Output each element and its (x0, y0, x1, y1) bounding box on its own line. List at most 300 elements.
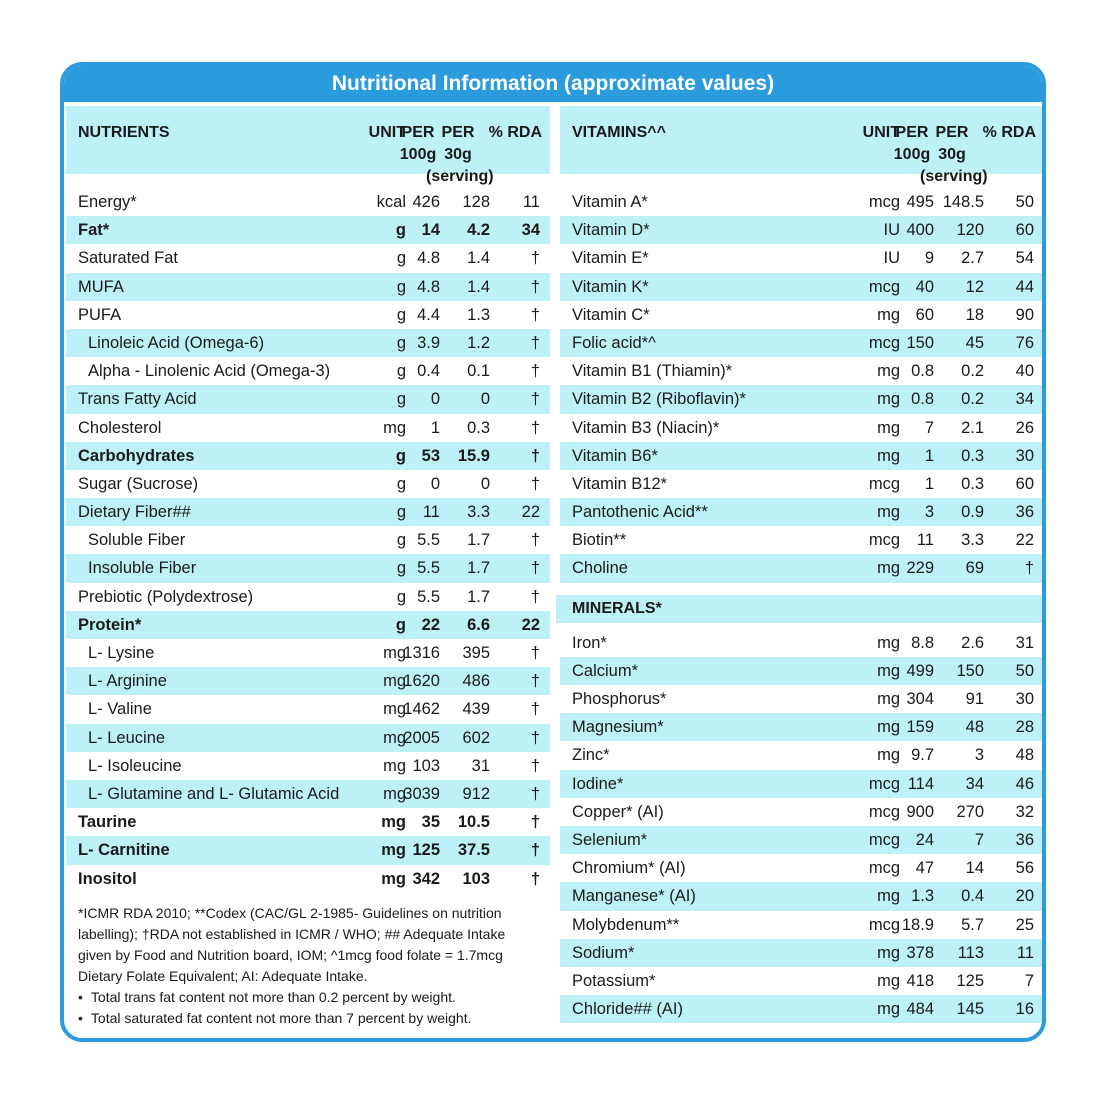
nutrients-table (66, 188, 550, 893)
row-rda: 50 (1015, 193, 1034, 211)
table-row (66, 329, 550, 357)
row-rda: † (530, 813, 540, 832)
row-unit: mg (383, 418, 406, 437)
table-row (66, 583, 550, 611)
row-per30: 103 (462, 869, 490, 888)
row-per30: 91 (965, 690, 984, 708)
row-per30: 439 (462, 700, 490, 719)
row-unit: mcg (868, 193, 900, 211)
row-per30: 1.2 (467, 333, 490, 352)
row-rda: 22 (1015, 531, 1034, 550)
row-name: Pantothenic Acid** (572, 503, 708, 522)
row-rda: 50 (1015, 661, 1034, 680)
row-unit: g (395, 446, 406, 465)
row-unit: g (396, 503, 406, 522)
table-row (66, 414, 550, 442)
row-per100: 484 (906, 1000, 934, 1019)
row-per100: 2005 (403, 728, 440, 747)
row-unit: mg (383, 672, 406, 691)
row-name: Cholesterol (78, 418, 162, 437)
row-name: Choline (572, 559, 628, 578)
row-per30: 0.9 (961, 503, 984, 522)
row-unit: g (396, 249, 406, 268)
row-name: Linoleic Acid (Omega-6) (88, 333, 265, 352)
row-name: Sodium* (572, 943, 635, 962)
row-rda: † (530, 841, 540, 860)
row-rda: 16 (1015, 1000, 1034, 1019)
row-per100: 11 (422, 503, 440, 522)
row-per30: 1.4 (467, 277, 490, 296)
table-row (66, 470, 550, 498)
table-row (66, 667, 550, 695)
row-unit: mg (877, 418, 900, 437)
row-per100: 150 (906, 333, 934, 352)
row-rda: † (530, 672, 540, 691)
row-name: PUFA (78, 305, 122, 324)
row-name: Iodine* (572, 774, 624, 793)
row-per100: 1 (924, 446, 934, 465)
row-rda: † (530, 700, 540, 719)
row-per30: 0.4 (961, 887, 984, 906)
row-unit: mg (381, 813, 406, 832)
row-rda: 11 (1016, 943, 1034, 962)
row-unit: mg (381, 841, 406, 860)
row-per100: 0.4 (417, 362, 440, 381)
row-per100: 1462 (403, 700, 440, 719)
row-unit: mg (877, 661, 900, 680)
table-row (66, 357, 550, 385)
row-unit: mg (877, 1000, 900, 1019)
row-name: MUFA (78, 277, 124, 296)
row-rda: 28 (1015, 718, 1034, 737)
row-name: Vitamin D* (572, 221, 650, 240)
row-rda: 22 (521, 615, 540, 634)
row-rda: 60 (1015, 474, 1034, 493)
footnote-bullet-1: • Total trans fat content not more than 0.2 percent by weight. (78, 987, 538, 1008)
row-per30: 6.6 (467, 615, 490, 634)
row-unit: g (396, 390, 406, 409)
table-row (560, 882, 1044, 910)
row-unit: mg (877, 633, 900, 652)
row-name: Saturated Fat (78, 249, 178, 268)
row-unit: mcg (868, 774, 900, 793)
row-unit: mg (877, 746, 900, 765)
row-per100: 35 (421, 813, 440, 832)
row-per100: 114 (907, 774, 934, 793)
table-row (560, 741, 1044, 769)
row-unit: g (396, 333, 406, 352)
row-name: Energy* (78, 193, 137, 211)
row-name: Inositol (78, 869, 137, 888)
row-unit: mcg (868, 802, 900, 821)
row-per100: 9.7 (911, 746, 934, 765)
row-per30: 2.7 (961, 249, 984, 268)
row-per30: 2.6 (961, 633, 984, 652)
row-per30: 1.7 (467, 559, 490, 578)
row-name: L- Carnitine (78, 841, 170, 860)
row-per100: 24 (915, 830, 934, 849)
table-row (560, 657, 1044, 685)
row-rda: 36 (1015, 830, 1034, 849)
nutrients-column (66, 106, 550, 1029)
table-row (66, 554, 550, 582)
table-row (560, 414, 1044, 442)
row-per30: 395 (462, 644, 490, 662)
table-row (560, 995, 1044, 1023)
row-unit: mg (877, 503, 900, 522)
row-rda: 20 (1015, 887, 1034, 906)
header-minerals: MINERALS* (572, 599, 662, 617)
table-row (560, 798, 1044, 826)
row-unit: g (396, 559, 406, 578)
row-name: Chromium* (AI) (572, 859, 686, 878)
header-per100: PER 100g (399, 124, 437, 163)
row-rda: 44 (1015, 277, 1034, 296)
row-per100: 47 (915, 859, 934, 878)
row-per100: 3.9 (417, 333, 440, 352)
row-per30: 1.4 (467, 249, 490, 268)
row-per30: 120 (956, 221, 984, 240)
row-unit: mg (381, 869, 406, 888)
row-per100: 4.8 (417, 277, 440, 296)
row-per30: 1.3 (467, 305, 490, 324)
row-per30: 45 (965, 333, 984, 352)
row-per100: 3 (924, 503, 934, 522)
header-per100: PER 100g (893, 124, 931, 163)
row-per30: 1.7 (467, 531, 490, 550)
row-rda: † (530, 784, 540, 803)
row-per30: 18 (965, 305, 984, 324)
row-unit: mg (383, 700, 406, 719)
row-name: Vitamin A* (572, 193, 648, 211)
row-unit: mg (877, 559, 900, 578)
table-row (560, 967, 1044, 995)
row-rda: 90 (1015, 305, 1034, 324)
row-unit: mg (383, 644, 406, 662)
table-row (66, 639, 550, 667)
row-unit: mcg (868, 333, 900, 352)
row-rda: 54 (1015, 249, 1034, 268)
minerals-header (556, 595, 1044, 623)
row-unit: mcg (868, 830, 900, 849)
row-rda: 11 (522, 193, 540, 211)
row-unit: g (395, 221, 406, 240)
table-row (66, 442, 550, 470)
row-per100: 418 (906, 971, 934, 990)
row-per30: 14 (965, 859, 984, 878)
row-per30: 0.3 (961, 474, 984, 493)
row-unit: mg (877, 943, 900, 962)
row-rda: 76 (1015, 333, 1034, 352)
row-name: Vitamin E* (572, 249, 649, 268)
row-per30: 2.1 (961, 418, 984, 437)
table-row (560, 244, 1044, 272)
row-per100: 0 (430, 474, 440, 493)
row-name: Sugar (Sucrose) (78, 474, 199, 493)
row-rda: 34 (521, 221, 540, 240)
row-per100: 1 (924, 474, 934, 493)
row-per30: 270 (956, 802, 984, 821)
row-per100: 53 (421, 446, 440, 465)
row-rda: 56 (1015, 859, 1034, 878)
header-rda: % RDA (488, 124, 542, 141)
row-name: L- Lysine (88, 644, 155, 662)
row-per30: 37.5 (457, 841, 490, 860)
row-per100: 22 (421, 615, 440, 634)
footnotes (66, 893, 550, 1029)
table-row (66, 695, 550, 723)
row-rda: † (530, 728, 540, 747)
table-row (66, 752, 550, 780)
row-rda: 46 (1015, 774, 1034, 793)
row-name: L- Arginine (88, 672, 167, 691)
row-per30: 0.3 (961, 446, 984, 465)
row-name: Zinc* (572, 746, 610, 765)
row-rda: 25 (1015, 915, 1034, 934)
row-per100: 5.5 (417, 587, 440, 606)
header-per30: PER 30g (serving) (426, 124, 494, 185)
row-per100: 0.8 (911, 390, 934, 409)
row-rda: † (530, 644, 540, 662)
minerals-table (560, 629, 1044, 1024)
row-name: Vitamin C* (572, 305, 650, 324)
row-name: Manganese* (AI) (572, 887, 696, 906)
nutrients-header (66, 106, 550, 185)
row-name: Trans Fatty Acid (78, 390, 197, 409)
row-rda: 40 (1015, 362, 1034, 381)
row-per30: 7 (974, 830, 984, 849)
table-row (560, 385, 1044, 413)
row-per100: 426 (412, 193, 440, 211)
table-row (66, 273, 550, 301)
table-row (560, 713, 1044, 741)
row-unit: kcal (376, 193, 406, 211)
row-name: Iron* (572, 633, 607, 652)
row-per30: 34 (965, 774, 984, 793)
header-rda: % RDA (982, 124, 1036, 141)
row-unit: g (396, 587, 406, 606)
table-row (560, 939, 1044, 967)
row-rda: † (530, 249, 540, 268)
table-row (66, 724, 550, 752)
row-unit: mg (383, 728, 406, 747)
row-per30: 145 (956, 1000, 984, 1019)
row-per100: 159 (906, 718, 934, 737)
row-per100: 103 (412, 756, 440, 775)
row-rda: 34 (1015, 390, 1034, 409)
row-name: Chloride## (AI) (572, 1000, 683, 1019)
table-row (66, 301, 550, 329)
table-row (66, 808, 550, 836)
row-name: Folic acid*^ (572, 333, 656, 352)
row-unit: mg (877, 887, 900, 906)
row-per30: 3 (974, 746, 984, 765)
row-per100: 0 (430, 390, 440, 409)
row-name: Alpha - Linolenic Acid (Omega-3) (88, 362, 331, 381)
row-unit: mg (383, 756, 406, 775)
row-per30: 69 (965, 559, 984, 578)
row-name: Taurine (78, 813, 137, 832)
row-unit: mg (383, 784, 406, 803)
row-rda: † (530, 418, 540, 437)
row-rda: † (530, 531, 540, 550)
table-row (66, 836, 550, 864)
row-per100: 0.8 (911, 362, 934, 381)
row-per30: 128 (462, 193, 490, 211)
row-name: L- Valine (88, 700, 152, 719)
table-row (560, 854, 1044, 882)
row-per30: 12 (965, 277, 984, 296)
nutrition-panel (60, 62, 1046, 1042)
table-row (560, 554, 1044, 582)
row-per30: 0 (480, 390, 490, 409)
row-per100: 4.4 (417, 305, 440, 324)
row-rda: 32 (1015, 802, 1034, 821)
row-name: Phosphorus* (572, 690, 667, 708)
row-rda: † (530, 390, 540, 409)
row-per30: 0.3 (467, 418, 490, 437)
row-name: Carbohydrates (78, 446, 195, 465)
row-unit: mcg (868, 531, 900, 550)
row-per30: 4.2 (467, 221, 490, 240)
row-per100: 499 (906, 661, 934, 680)
row-per100: 9 (924, 249, 934, 268)
row-name: Vitamin B2 (Riboflavin)* (572, 390, 746, 409)
row-per30: 48 (965, 718, 984, 737)
vitamins-table (560, 188, 1044, 583)
row-per100: 14 (421, 221, 440, 240)
row-per100: 125 (412, 841, 440, 860)
row-rda: 31 (1015, 633, 1034, 652)
table-row (66, 244, 550, 272)
row-per100: 342 (412, 869, 440, 888)
table-row (560, 629, 1044, 657)
header-per30: PER 30g (serving) (920, 124, 988, 185)
row-per30: 125 (956, 971, 984, 990)
header-nutrients: NUTRIENTS (78, 124, 170, 141)
row-name: Insoluble Fiber (88, 559, 197, 578)
row-per100: 5.5 (417, 531, 440, 550)
row-per30: 0 (480, 474, 490, 493)
row-name: Selenium* (572, 830, 648, 849)
row-per100: 4.8 (417, 249, 440, 268)
row-rda: 30 (1015, 446, 1034, 465)
row-rda: 30 (1015, 690, 1034, 708)
table-row (560, 442, 1044, 470)
row-unit: IU (883, 249, 900, 268)
row-unit: mg (877, 446, 900, 465)
row-per100: 495 (906, 193, 934, 211)
row-rda: † (530, 277, 540, 296)
row-rda: 36 (1015, 503, 1034, 522)
row-per100: 1316 (403, 644, 440, 662)
row-name: Vitamin K* (572, 277, 649, 296)
table-row (560, 357, 1044, 385)
row-name: Vitamin B6* (572, 446, 658, 465)
table-row (560, 216, 1044, 244)
table-row (560, 301, 1044, 329)
row-unit: mcg (868, 859, 900, 878)
row-per100: 1 (430, 418, 440, 437)
row-name: Vitamin B12* (572, 474, 668, 493)
footnote-bullet-2: • Total saturated fat content not more than 7 percent by weight. (78, 1008, 538, 1029)
row-per100: 378 (906, 943, 934, 962)
row-per100: 1.3 (911, 887, 934, 906)
row-per30: 150 (956, 661, 984, 680)
header-unit: UNIT (368, 124, 406, 141)
table-row (560, 685, 1044, 713)
table-row (66, 780, 550, 808)
table-row (560, 498, 1044, 526)
row-per30: 912 (462, 784, 490, 803)
row-rda: † (1024, 559, 1034, 578)
table-row (66, 498, 550, 526)
row-unit: mcg (868, 277, 900, 296)
row-rda: † (530, 587, 540, 606)
row-rda: † (530, 559, 540, 578)
row-per30: 486 (462, 672, 490, 691)
vitamins-header (560, 106, 1044, 185)
panel-title: Nutritional Information (approximate values) (64, 66, 1042, 102)
table-row (560, 911, 1044, 939)
table-row (66, 865, 550, 893)
row-per30: 602 (462, 728, 490, 747)
row-per30: 148.5 (942, 193, 984, 211)
row-name: Vitamin B3 (Niacin)* (572, 418, 720, 437)
row-rda: 7 (1024, 971, 1034, 990)
row-unit: mcg (868, 474, 900, 493)
table-row (560, 526, 1044, 554)
table-row (560, 470, 1044, 498)
row-rda: † (530, 362, 540, 381)
row-per30: 0.1 (467, 362, 490, 381)
row-name: L- Isoleucine (88, 756, 182, 775)
row-per30: 31 (471, 756, 490, 775)
row-per100: 900 (906, 802, 934, 821)
vitamins-column (560, 106, 1044, 1023)
header-unit: UNIT (862, 124, 900, 141)
row-name: Protein* (78, 615, 142, 634)
row-name: Soluble Fiber (88, 531, 186, 550)
row-rda: 60 (1015, 221, 1034, 240)
row-unit: mg (877, 305, 900, 324)
row-unit: mg (877, 362, 900, 381)
row-per30: 3.3 (467, 503, 490, 522)
row-unit: g (396, 531, 406, 550)
row-per100: 60 (915, 305, 934, 324)
row-per30: 5.7 (961, 915, 984, 934)
row-name: Molybdenum** (572, 915, 680, 934)
row-per30: 3.3 (961, 531, 984, 550)
row-name: Calcium* (572, 661, 639, 680)
row-per30: 0.2 (961, 362, 984, 381)
row-name: Vitamin B1 (Thiamin)* (572, 362, 733, 381)
row-per30: 1.7 (467, 587, 490, 606)
row-rda: † (530, 333, 540, 352)
row-unit: IU (883, 221, 900, 240)
row-unit: mcg (868, 915, 900, 934)
row-per30: 0.2 (961, 390, 984, 409)
row-per100: 40 (915, 277, 934, 296)
table-row (560, 329, 1044, 357)
row-rda: † (530, 474, 540, 493)
table-row (560, 188, 1044, 216)
row-unit: mg (877, 690, 900, 708)
header-vitamins: VITAMINS^^ (572, 124, 666, 141)
row-rda: 48 (1015, 746, 1034, 765)
row-per30: 113 (957, 943, 984, 962)
table-row (66, 188, 550, 216)
